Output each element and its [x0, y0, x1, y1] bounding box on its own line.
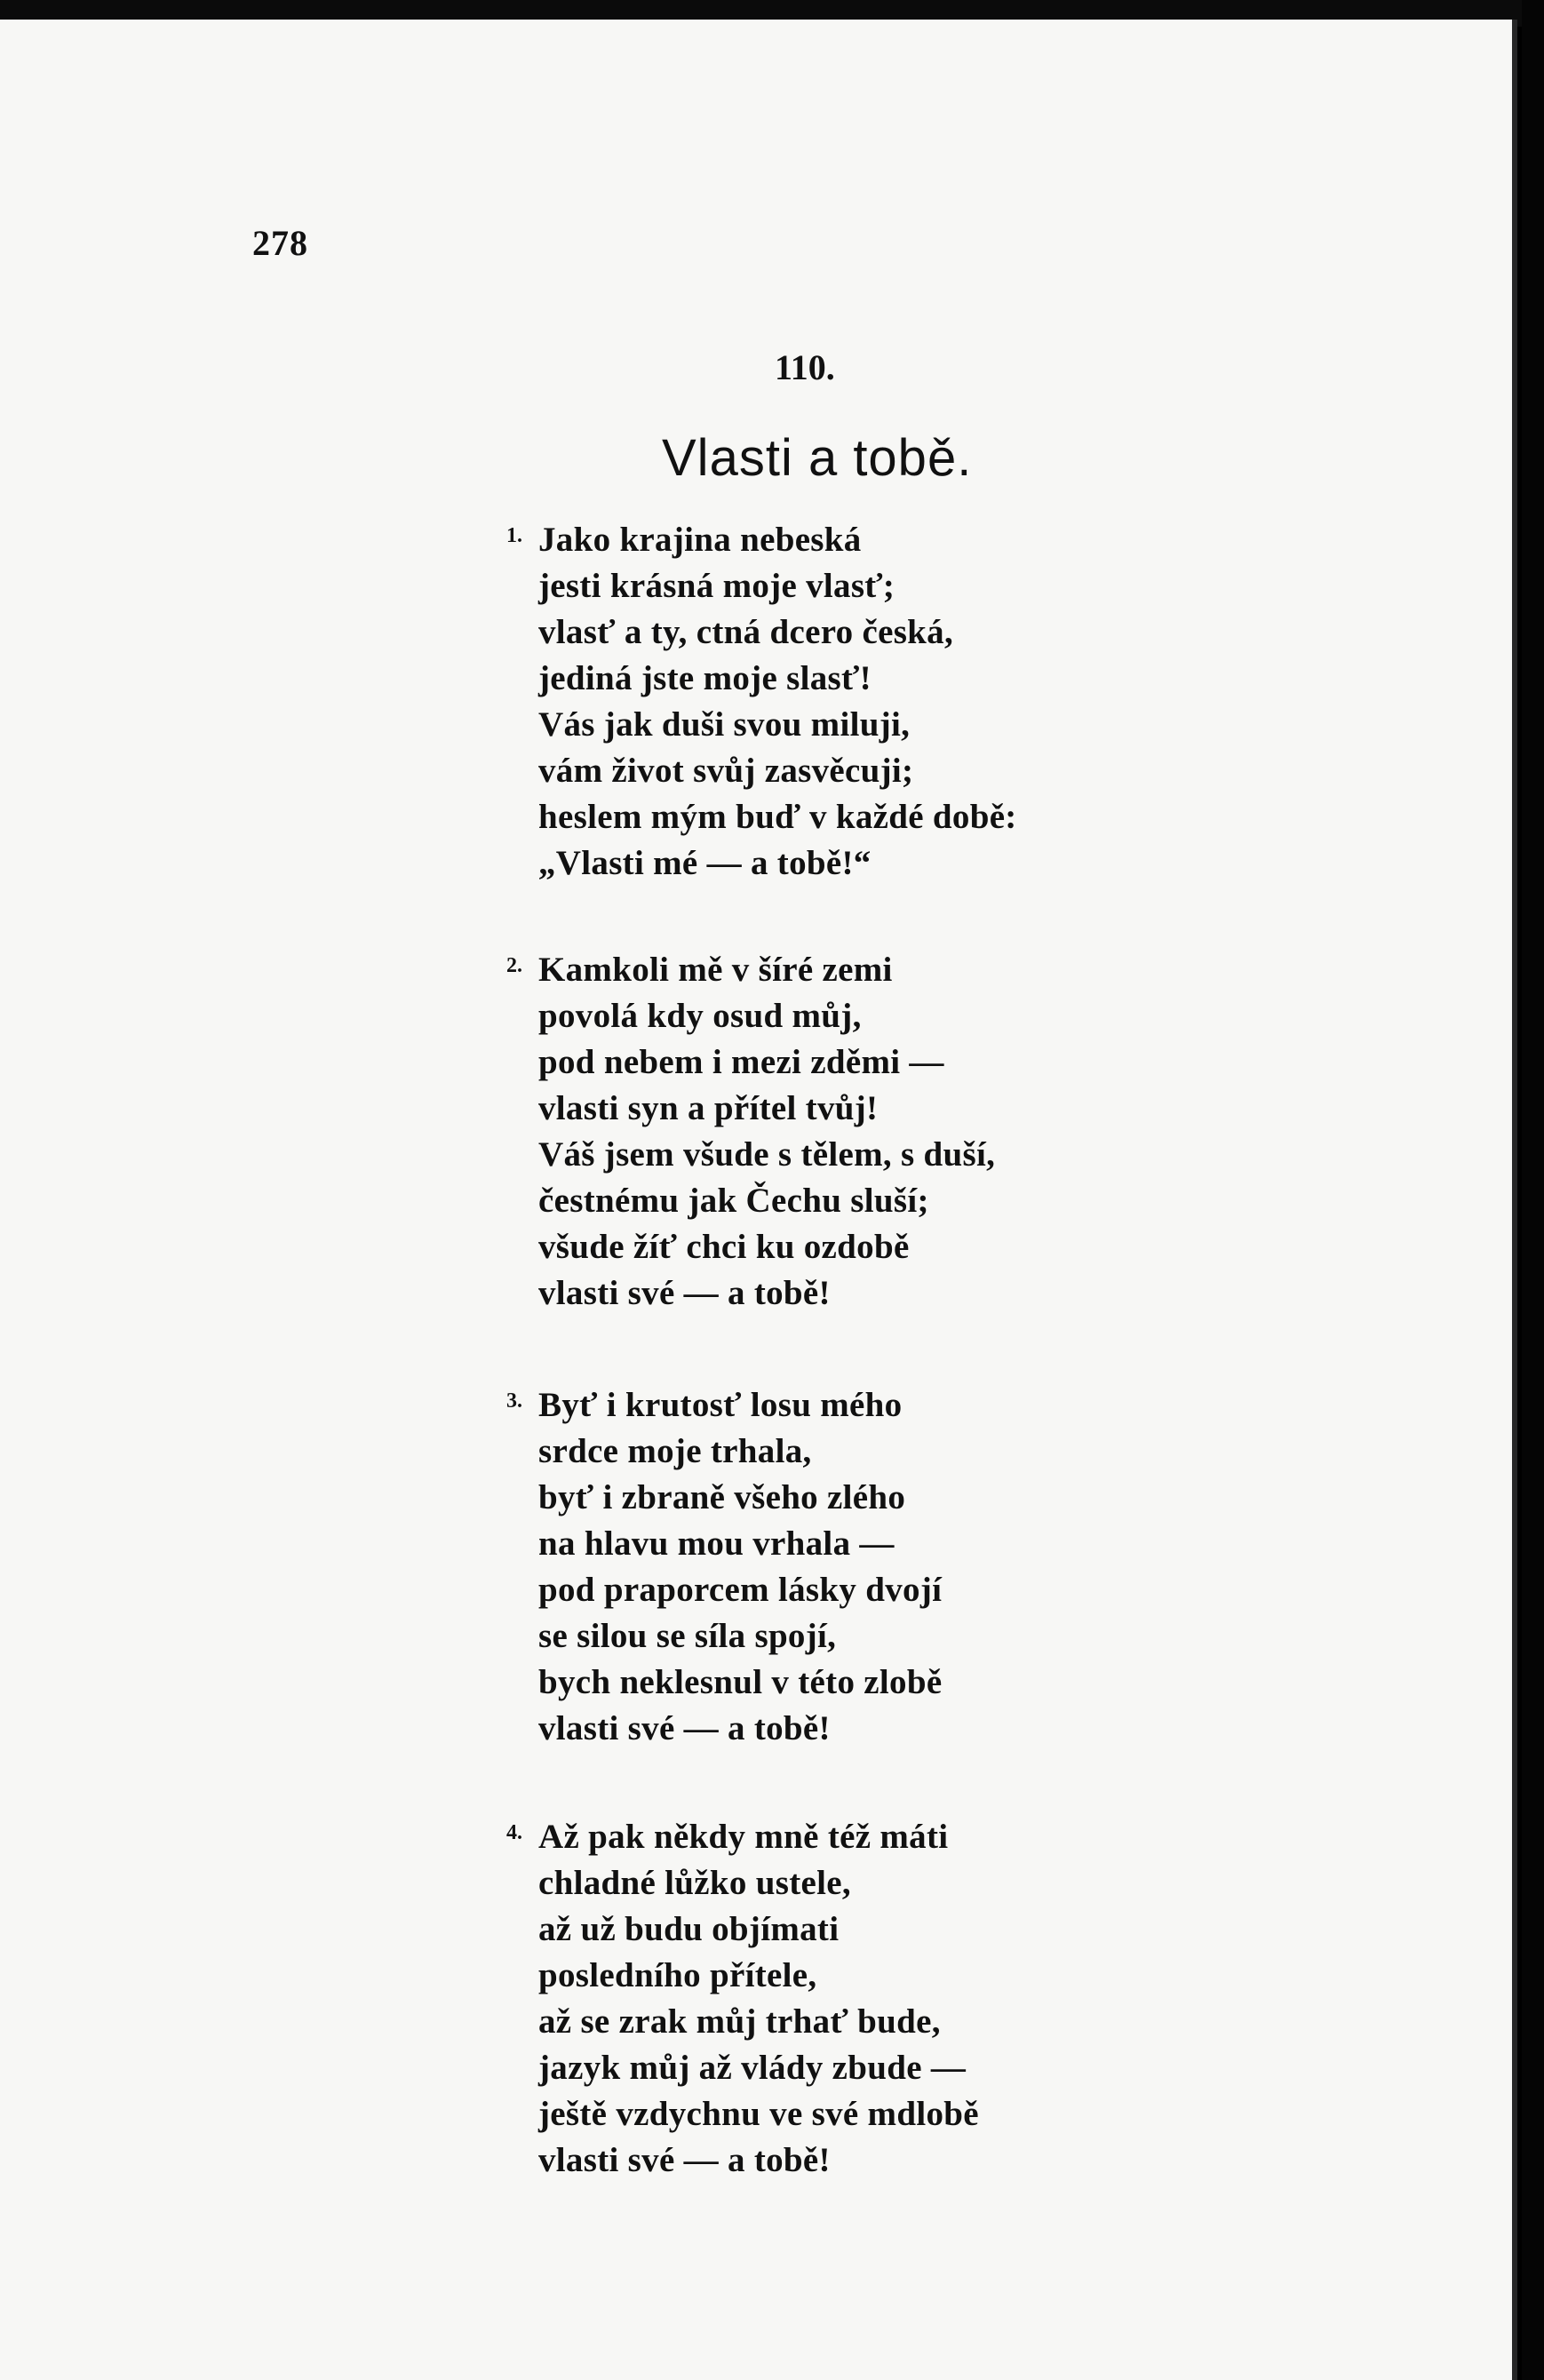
verse-line: vlasť a ty, ctná dcero česká,	[538, 613, 954, 651]
verse-line: čestnému jak Čechu sluší;	[538, 1182, 929, 1220]
verse-line: vlasti syn a přítel tvůj!	[538, 1089, 879, 1127]
verse-line: všude žíť chci ku ozdobě	[538, 1228, 910, 1266]
verse-line: chladné lůžko ustele,	[538, 1864, 851, 1902]
verse-line: se silou se síla spojí,	[538, 1617, 837, 1655]
verse-line: Vás jak duši svou miluji,	[538, 705, 911, 744]
verse-line: posledního přítele,	[538, 1956, 817, 1994]
verse-line: srdce moje trhala,	[538, 1432, 812, 1470]
verse-line: byť i zbraně všeho zlého	[538, 1478, 906, 1516]
verse-line: až se zrak můj trhať bude,	[538, 2002, 941, 2041]
verse-line: pod nebem i mezi zděmi —	[538, 1043, 944, 1081]
verse-line: Kamkoli mě v šíré zemi	[538, 951, 893, 989]
verse-line: Až pak někdy mně též máti	[538, 1818, 949, 1856]
verse-line: Byť i krutosť losu mého	[538, 1386, 903, 1424]
verse-line: až už budu objímati	[538, 1910, 840, 1948]
poem-title: Vlasti a tobě.	[662, 429, 973, 487]
verse-line: vlasti své — a tobě!	[538, 1709, 831, 1747]
stanza-number: 4.	[506, 1821, 522, 1844]
verse-line: na hlavu mou vrhala —	[538, 1524, 895, 1563]
verse-line: povolá kdy osud můj,	[538, 997, 862, 1035]
verse-line: jazyk můj až vlády zbude —	[538, 2049, 967, 2087]
poem-number: 110.	[775, 347, 835, 387]
verse-line: heslem mým buď v každé době:	[538, 798, 1017, 836]
verse-line: pod praporcem lásky dvojí	[538, 1571, 943, 1609]
verse-line: Váš jsem všude s tělem, s duší,	[538, 1135, 996, 1174]
page-number: 278	[252, 223, 308, 263]
verse-line: vám život svůj zasvěcuji;	[538, 752, 914, 790]
verse-line: vlasti své — a tobě!	[538, 1274, 831, 1312]
verse-line: jesti krásná moje vlasť;	[538, 567, 895, 605]
verse-line: jediná jste moje slasť!	[538, 659, 871, 697]
verse-line: „Vlasti mé — a tobě!“	[538, 844, 871, 882]
book-page	[0, 20, 1517, 2380]
verse-line: vlasti své — a tobě!	[538, 2141, 831, 2179]
stanza-number: 3.	[506, 1389, 522, 1413]
verse-line: ještě vzdychnu ve své mdlobě	[538, 2095, 979, 2133]
stanza-number: 2.	[506, 954, 522, 977]
scan-border-right	[1522, 0, 1544, 2380]
verse-line: bych neklesnul v této zlobě	[538, 1663, 943, 1701]
verse-line: Jako krajina nebeská	[538, 521, 862, 559]
stanza-number: 1.	[506, 524, 522, 547]
